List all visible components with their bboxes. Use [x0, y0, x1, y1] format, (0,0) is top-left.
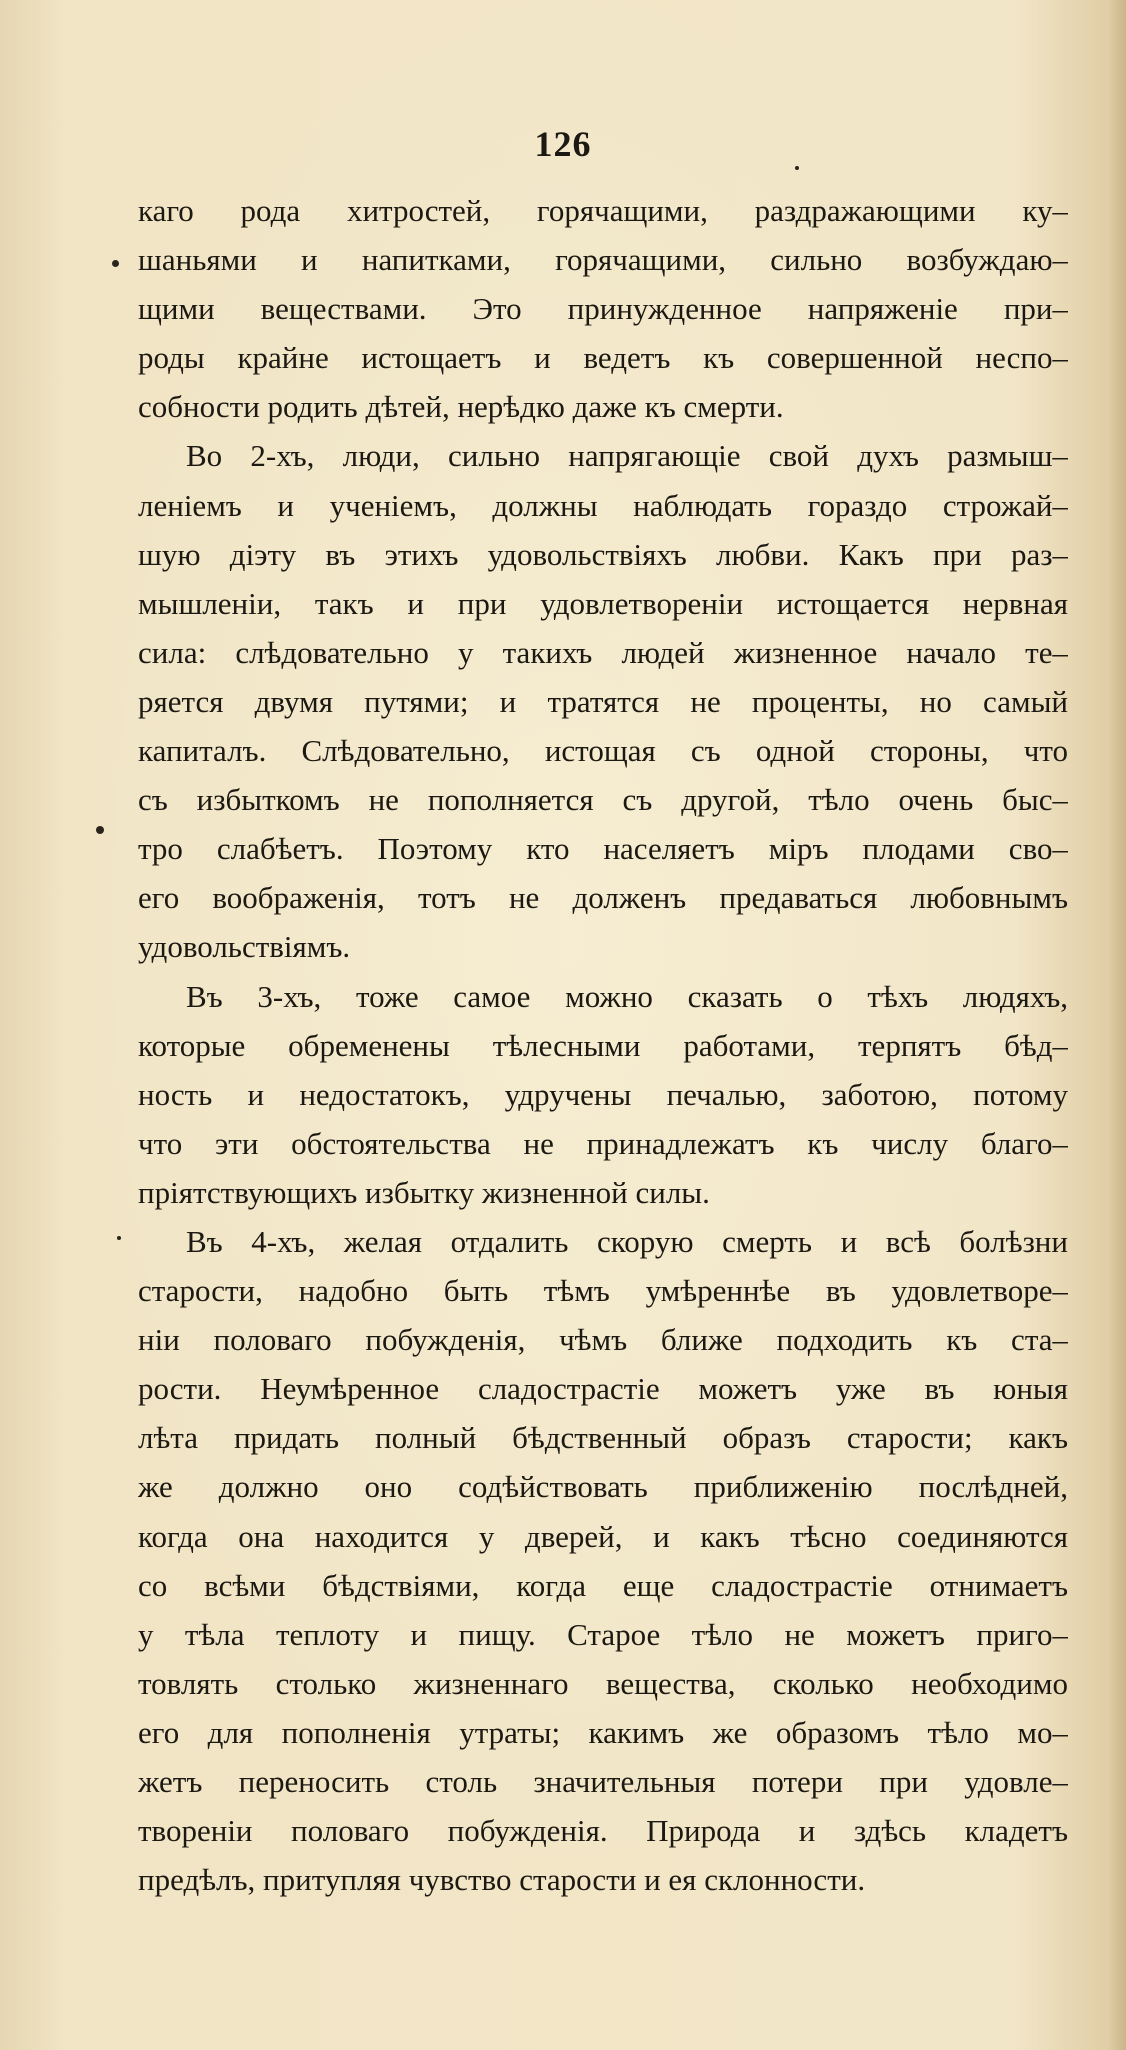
text-line: шаньями и напитками, горячащими, сильно возбуждаю– [138, 242, 1068, 278]
text-line: ность и недостатокъ, удручены печалью, заботою, потому [138, 1076, 1068, 1112]
text-line: твореніи половаго побужденія. Природа и здѣсь кладетъ [138, 1813, 1068, 1849]
text-line: роды крайне истощаетъ и ведетъ къ совершенной неспо– [138, 340, 1068, 376]
ink-speck [117, 1236, 121, 1240]
text-line: же должно оно содѣйствовать приближенію послѣдней, [138, 1469, 1068, 1505]
text-line: жетъ переносить столь значительныя потери при удовле– [138, 1764, 1068, 1799]
text-line: которые обременены тѣлесными работами, терпятъ бѣд– [138, 1027, 1068, 1063]
page-number: 126 [534, 124, 592, 164]
text-line: сила: слѣдовательно у такихъ людей жизненное начало те– [138, 634, 1068, 670]
text-line: каго рода хитростей, горячащими, раздражающими ку– [138, 193, 1068, 228]
text-line: Въ 3-хъ, тоже самое можно сказать о тѣхъ людяхъ, [186, 978, 1068, 1014]
text-line: его для пополненія утраты; какимъ же образомъ тѣло мо– [138, 1714, 1068, 1750]
text-line: Во 2-хъ, люди, сильно напрягающіе свой духъ размыш– [186, 438, 1068, 474]
text-line: со всѣми бѣдствіями, когда еще сладострастіе отнимаетъ [138, 1567, 1068, 1603]
text-line: его воображенія, тотъ не долженъ предаваться любовнымъ [138, 880, 1068, 916]
text-line: пріятствующихъ избытку жизненной силы. [138, 1174, 710, 1210]
text-line: удовольствіямъ. [138, 929, 351, 965]
text-line: старости, надобно быть тѣмъ умѣреннѣе въ удовлетворе– [138, 1273, 1068, 1309]
text-line: у тѣла теплоту и пищу. Старое тѣло не можетъ приго– [138, 1616, 1068, 1652]
text-line: капиталъ. Слѣдовательно, истощая съ одной стороны, что [138, 733, 1068, 769]
body-text [138, 186, 1068, 1904]
text-line: щими веществами. Это принужденное напряженіе при– [138, 291, 1068, 327]
text-line: съ избыткомъ не пополняется съ другой, тѣло очень быс– [138, 782, 1068, 818]
ink-speck [112, 260, 119, 267]
text-line: что эти обстоятельства не принадлежатъ къ числу благо– [138, 1125, 1068, 1161]
ink-speck [795, 166, 799, 170]
text-line: ніи половаго побужденія, чѣмъ ближе подходить къ ста– [138, 1322, 1068, 1358]
text-line: леніемъ и ученіемъ, должны наблюдать гораздо строжай– [138, 487, 1068, 523]
text-line: тро слабѣетъ. Поэтому кто населяетъ міръ плодами сво– [138, 831, 1068, 867]
text-line: когда она находится у дверей, и какъ тѣсно соединяются [138, 1518, 1068, 1554]
text-line: предѣлъ, притупляя чувство старости и ея склонности. [138, 1862, 866, 1898]
text-line: товлять столько жизненнаго вещества, сколько необходимо [138, 1665, 1068, 1701]
text-line: лѣта придать полный бѣдственный образъ старости; какъ [138, 1420, 1068, 1456]
text-line: рости. Неумѣренное сладострастіе можетъ уже въ юныя [138, 1371, 1068, 1407]
text-line: мышленіи, такъ и при удовлетвореніи истощается нервная [138, 585, 1068, 621]
ink-speck [96, 826, 104, 834]
page-edge-shadow [1108, 0, 1126, 2050]
text-line: шую діэту въ этихъ удовольствіяхъ любви. Какъ при раз– [138, 536, 1068, 572]
text-line: Въ 4-хъ, желая отдалить скорую смерть и всѣ болѣзни [186, 1223, 1068, 1259]
text-line: собности родить дѣтей, нерѣдко даже къ смерти. [138, 389, 784, 425]
text-line: ряется двумя путями; и тратятся не проценты, но самый [138, 683, 1068, 719]
